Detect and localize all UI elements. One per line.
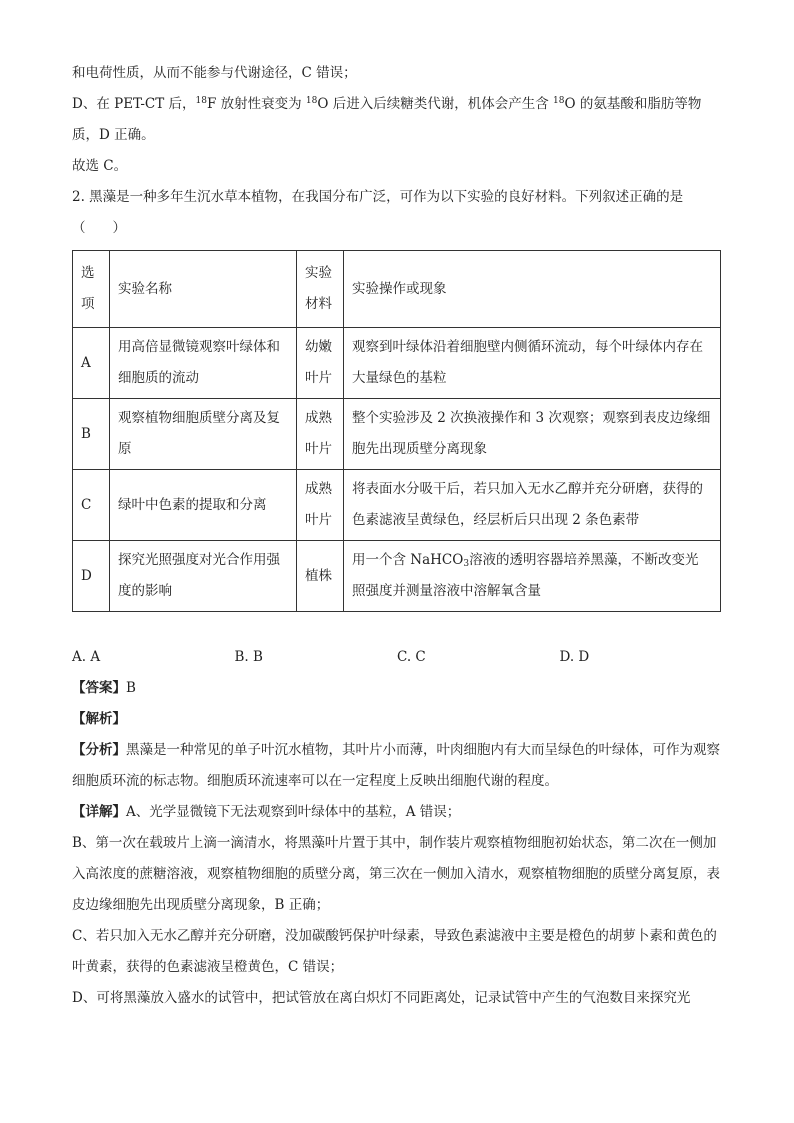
row-material: 成熟叶片 [297,470,344,541]
row-operation: 将表面水分吸干后，若只加入无水乙醇并充分研磨，获得的色素滤液呈黄绿色，经层析后只出现 2 条色素带 [344,470,721,541]
table-row [73,541,721,612]
answer-line [72,673,722,704]
row-name: 观察植物细胞质壁分离及复原 [110,399,297,470]
table-header-row [73,251,721,328]
experiment-table [72,250,721,612]
answer-choices [72,642,722,673]
row-operation: 用一个含 NaHCO$_3$溶液的透明容器培养黑藻，不断改变光照强度并测量溶液中溶解氧含量 [344,541,721,612]
choice-c: C. C [397,649,426,665]
question-stem: 2. 黑藻是一种多年生沉水草本植物，在我国分布广泛，可作为以下实验的良好材料。下列叙述正确的是 [72,189,684,205]
xiangjie-paragraph: 【详解】A、光学显微镜下无法观察到叶绿体中的基粒，A 错误； [72,804,461,820]
row-material: 幼嫩叶片 [297,328,344,399]
text-line: 和电荷性质，从而不能参与代谢途径，C 错误； [72,65,357,81]
row-option: B [73,399,110,470]
row-name: 探究光照强度对光合作用强度的影响 [110,541,297,612]
row-option: D [73,541,110,612]
answer-label: 【答案】 [72,680,126,696]
header-option: 选项 [73,251,110,328]
header-name: 实验名称 [110,251,297,328]
explanation-b: B、第一次在载玻片上滴一滴清水，将黑藻叶片置于其中，制作装片观察植物细胞初始状态，第二次在一侧加入高浓度的蔗糖溶液，观察植物细胞的质壁分离，第三次在一侧加入清水，观察植物细胞的质壁分离复原，表皮边缘细胞先出现质壁分离现象，B 正确； [72,835,720,913]
choice-d: D. D [559,649,590,665]
table-row [73,470,721,541]
answer-value: B [126,680,136,696]
explanation-c: C、若只加入无水乙醇并充分研磨，没加碳酸钙保护叶绿素，导致色素滤液中主要是橙色的胡萝卜素和黄色的叶黄素，获得的色素滤液呈橙黄色，C 错误； [72,928,717,975]
header-material: 实验材料 [297,251,344,328]
table-row [73,399,721,470]
table-row [73,328,721,399]
row-option: C [73,470,110,541]
explanation-d: D、可将黑藻放入盛水的试管中，把试管放在离白炽灯不同距离处，记录试管中产生的气泡数目来探究光 [72,990,691,1006]
fenxi-paragraph: 【分析】黑藻是一种常见的单子叶沉水植物，其叶片小而薄，叶肉细胞内有大而呈绿色的叶绿体，可作为观察细胞质环流的标志物。细胞质环流速率可以在一定程度上反映出细胞代谢的程度。 [72,742,720,789]
document-page [72,58,722,1014]
question-paren: （ ） [72,220,126,236]
choice-a: A. A [72,649,101,665]
text-line-isotope: D、在 PET-CT 后，$^{18}$F 放射性衰变为 $^{18}$O 后进入后续糖类代谢，机体会产生含 $^{18}$O 的氨基酸和脂肪等物 [72,96,702,112]
row-name: 用高倍显微镜观察叶绿体和细胞质的流动 [110,328,297,399]
row-name: 绿叶中色素的提取和分离 [110,470,297,541]
text-line: 故选 C。 [72,158,128,174]
row-option: A [73,328,110,399]
row-material: 成熟叶片 [297,399,344,470]
header-operation: 实验操作或现象 [344,251,721,328]
choice-b: B. B [234,649,263,665]
row-material: 植株 [297,541,344,612]
row-operation: 整个实验涉及 2 次换液操作和 3 次观察；观察到表皮边缘细胞先出现质壁分离现象 [344,399,721,470]
row-operation: 观察到叶绿体沿着细胞壁内侧循环流动，每个叶绿体内存在大量绿色的基粒 [344,328,721,399]
text-line: 质，D 正确。 [72,127,155,143]
analysis-label: 【解析】 [72,711,126,727]
